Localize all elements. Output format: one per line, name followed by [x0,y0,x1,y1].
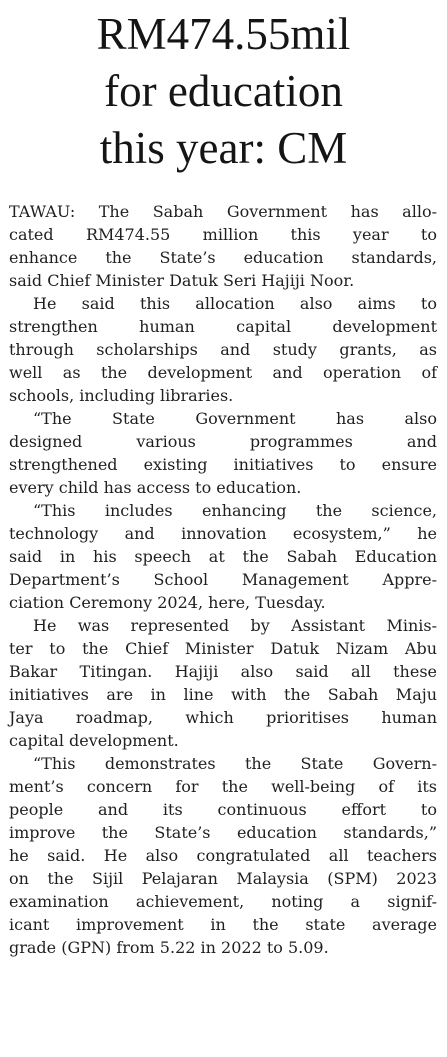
text-line: initiatives are in line with the Sabah Maju [9,685,437,704]
text-line: people and its continuous effort to [9,800,437,819]
text-line: every child has access to education. [9,478,302,497]
text-line: improve the State’s education standards,” [9,823,437,842]
headline-line: this year: CM [99,123,348,173]
text-line: “This demonstrates the State Govern- [33,754,437,773]
text-line: ciation Ceremony 2024, here, Tuesday. [9,593,326,612]
text-line: he said. He also congratulated all teachers [9,846,437,865]
text-line: cated RM474.55 million this year to [9,225,437,244]
paragraph-2 [9,292,437,407]
headline-line: for education [104,66,343,116]
headline [0,0,447,177]
paragraph-3 [9,407,437,499]
text-line: “The State Government has also [33,409,437,428]
text-line: He said this allocation also aims to [33,294,437,313]
text-line: technology and innovation ecosystem,” he [9,524,437,543]
text-line: designed various programmes and [9,432,437,451]
text-line: said in his speech at the Sabah Education [9,547,437,566]
paragraph-1 [9,200,437,292]
text-line: grade (GPN) from 5.22 in 2022 to 5.09. [9,938,329,957]
headline-line: RM474.55mil [96,9,351,59]
text-line: well as the development and operation of [9,363,437,382]
text-line: TAWAU: The Sabah Government has allo- [9,202,437,221]
article-body [9,200,437,959]
text-line: strengthened existing initiatives to ensure [9,455,437,474]
text-line: “This includes enhancing the science, [33,501,437,520]
text-line: He was represented by Assistant Minis- [33,616,437,635]
text-line: Bakar Titingan. Hajiji also said all these [9,662,437,681]
paragraph-4 [9,499,437,614]
text-line: icant improvement in the state average [9,915,437,934]
text-line: enhance the State’s education standards, [9,248,437,267]
text-line: said Chief Minister Datuk Seri Hajiji Noor. [9,271,355,290]
paragraph-5 [9,614,437,752]
text-line: strengthen human capital development [9,317,437,336]
text-line: Jaya roadmap, which prioritises human [9,708,437,727]
text-line: examination achievement, noting a signif- [9,892,437,911]
text-line: ter to the Chief Minister Datuk Nizam Abu [9,639,437,658]
text-line: capital development. [9,731,179,750]
text-line: schools, including libraries. [9,386,234,405]
paragraph-6 [9,752,437,959]
text-line: through scholarships and study grants, as [9,340,437,359]
text-line: Department’s School Management Appre- [9,570,437,589]
text-line: ment’s concern for the well-being of its [9,777,437,796]
text-line: on the Sijil Pelajaran Malaysia (SPM) 2023 [9,869,437,888]
